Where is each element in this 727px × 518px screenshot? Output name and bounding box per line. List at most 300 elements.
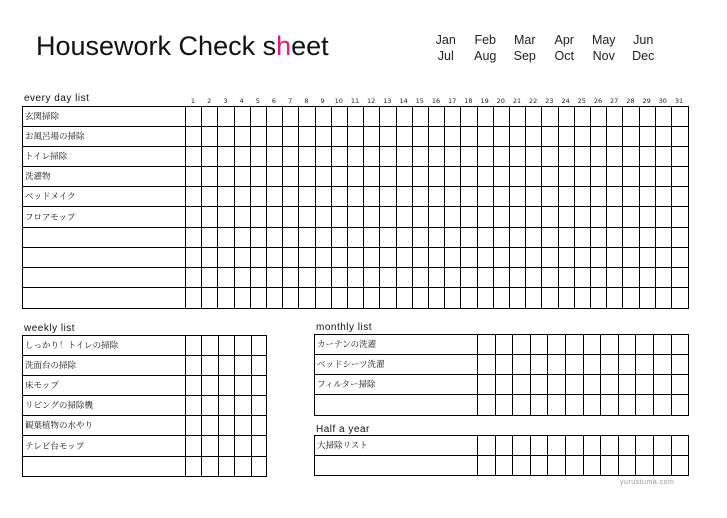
check-cell[interactable] <box>202 168 216 186</box>
check-cell[interactable] <box>332 108 346 126</box>
check-cell[interactable] <box>654 437 670 455</box>
check-cell[interactable] <box>235 108 249 126</box>
check-cell[interactable] <box>636 356 652 374</box>
check-cell[interactable] <box>656 148 670 166</box>
check-cell[interactable] <box>219 397 233 415</box>
check-cell[interactable] <box>478 336 494 354</box>
check-cell[interactable] <box>299 249 313 267</box>
check-cell[interactable] <box>542 168 556 186</box>
check-cell[interactable] <box>332 209 346 227</box>
check-cell[interactable] <box>584 336 600 354</box>
check-cell[interactable] <box>478 148 492 166</box>
check-cell[interactable] <box>380 209 394 227</box>
check-cell[interactable] <box>478 188 492 206</box>
check-cell[interactable] <box>267 148 281 166</box>
check-cell[interactable] <box>413 289 427 307</box>
check-cell[interactable] <box>235 357 249 375</box>
check-cell[interactable] <box>202 377 216 395</box>
check-cell[interactable] <box>575 229 589 247</box>
check-cell[interactable] <box>566 356 582 374</box>
check-cell[interactable] <box>623 168 637 186</box>
check-cell[interactable] <box>429 108 443 126</box>
check-cell[interactable] <box>445 188 459 206</box>
check-cell[interactable] <box>202 209 216 227</box>
check-cell[interactable] <box>672 356 687 374</box>
check-cell[interactable] <box>672 128 687 146</box>
check-cell[interactable] <box>656 168 670 186</box>
month-aug[interactable]: Aug <box>474 49 497 63</box>
check-cell[interactable] <box>235 417 249 435</box>
month-mar[interactable]: Mar <box>513 33 536 47</box>
check-cell[interactable] <box>235 438 249 456</box>
check-cell[interactable] <box>672 249 687 267</box>
check-cell[interactable] <box>299 188 313 206</box>
check-cell[interactable] <box>429 289 443 307</box>
check-cell[interactable] <box>542 289 556 307</box>
check-cell[interactable] <box>640 188 654 206</box>
check-cell[interactable] <box>607 289 621 307</box>
check-cell[interactable] <box>299 229 313 247</box>
check-cell[interactable] <box>566 336 582 354</box>
check-cell[interactable] <box>218 128 232 146</box>
check-cell[interactable] <box>640 128 654 146</box>
check-cell[interactable] <box>461 148 475 166</box>
check-cell[interactable] <box>316 249 330 267</box>
check-cell[interactable] <box>526 108 540 126</box>
check-cell[interactable] <box>496 437 512 455</box>
check-cell[interactable] <box>364 108 378 126</box>
check-cell[interactable] <box>542 269 556 287</box>
check-cell[interactable] <box>478 396 494 414</box>
check-cell[interactable] <box>252 357 265 375</box>
check-cell[interactable] <box>429 269 443 287</box>
check-cell[interactable] <box>496 376 512 394</box>
check-cell[interactable] <box>332 269 346 287</box>
check-cell[interactable] <box>186 249 200 267</box>
check-cell[interactable] <box>413 229 427 247</box>
check-cell[interactable] <box>332 249 346 267</box>
check-cell[interactable] <box>672 168 687 186</box>
check-cell[interactable] <box>672 108 687 126</box>
check-cell[interactable] <box>219 357 233 375</box>
check-cell[interactable] <box>219 438 233 456</box>
check-cell[interactable] <box>251 168 265 186</box>
check-cell[interactable] <box>623 108 637 126</box>
check-cell[interactable] <box>601 376 617 394</box>
check-cell[interactable] <box>510 229 524 247</box>
check-cell[interactable] <box>478 209 492 227</box>
check-cell[interactable] <box>348 289 362 307</box>
check-cell[interactable] <box>348 128 362 146</box>
check-cell[interactable] <box>251 148 265 166</box>
check-cell[interactable] <box>510 209 524 227</box>
check-cell[interactable] <box>656 209 670 227</box>
check-cell[interactable] <box>672 188 687 206</box>
check-cell[interactable] <box>531 376 547 394</box>
check-cell[interactable] <box>494 249 508 267</box>
check-cell[interactable] <box>542 148 556 166</box>
check-cell[interactable] <box>513 376 529 394</box>
check-cell[interactable] <box>591 249 605 267</box>
check-cell[interactable] <box>636 437 652 455</box>
check-cell[interactable] <box>397 128 411 146</box>
check-cell[interactable] <box>348 148 362 166</box>
check-cell[interactable] <box>510 188 524 206</box>
check-cell[interactable] <box>584 396 600 414</box>
check-cell[interactable] <box>380 269 394 287</box>
check-cell[interactable] <box>542 249 556 267</box>
check-cell[interactable] <box>186 289 200 307</box>
check-cell[interactable] <box>267 108 281 126</box>
check-cell[interactable] <box>623 128 637 146</box>
check-cell[interactable] <box>607 209 621 227</box>
check-cell[interactable] <box>397 188 411 206</box>
check-cell[interactable] <box>252 417 265 435</box>
check-cell[interactable] <box>413 148 427 166</box>
check-cell[interactable] <box>656 289 670 307</box>
check-cell[interactable] <box>510 249 524 267</box>
check-cell[interactable] <box>299 168 313 186</box>
month-oct[interactable]: Oct <box>554 49 574 63</box>
check-cell[interactable] <box>413 188 427 206</box>
check-cell[interactable] <box>316 188 330 206</box>
check-cell[interactable] <box>202 249 216 267</box>
check-cell[interactable] <box>283 229 297 247</box>
check-cell[interactable] <box>316 269 330 287</box>
month-nov[interactable]: Nov <box>592 49 615 63</box>
check-cell[interactable] <box>364 269 378 287</box>
check-cell[interactable] <box>656 249 670 267</box>
check-cell[interactable] <box>584 437 600 455</box>
check-cell[interactable] <box>559 269 573 287</box>
check-cell[interactable] <box>429 128 443 146</box>
check-cell[interactable] <box>494 168 508 186</box>
check-cell[interactable] <box>218 188 232 206</box>
check-cell[interactable] <box>316 148 330 166</box>
check-cell[interactable] <box>316 209 330 227</box>
check-cell[interactable] <box>461 108 475 126</box>
check-cell[interactable] <box>461 168 475 186</box>
check-cell[interactable] <box>413 108 427 126</box>
check-cell[interactable] <box>672 148 687 166</box>
check-cell[interactable] <box>591 128 605 146</box>
check-cell[interactable] <box>654 457 670 475</box>
check-cell[interactable] <box>496 396 512 414</box>
check-cell[interactable] <box>445 289 459 307</box>
check-cell[interactable] <box>380 229 394 247</box>
check-cell[interactable] <box>267 229 281 247</box>
month-may[interactable]: May <box>591 33 616 47</box>
check-cell[interactable] <box>235 377 249 395</box>
month-jun[interactable]: Jun <box>633 33 654 47</box>
check-cell[interactable] <box>283 188 297 206</box>
check-cell[interactable] <box>559 209 573 227</box>
check-cell[interactable] <box>531 457 547 475</box>
check-cell[interactable] <box>218 209 232 227</box>
check-cell[interactable] <box>542 209 556 227</box>
check-cell[interactable] <box>202 148 216 166</box>
check-cell[interactable] <box>478 108 492 126</box>
check-cell[interactable] <box>218 269 232 287</box>
check-cell[interactable] <box>494 229 508 247</box>
check-cell[interactable] <box>202 289 216 307</box>
check-cell[interactable] <box>413 269 427 287</box>
check-cell[interactable] <box>640 148 654 166</box>
check-cell[interactable] <box>478 128 492 146</box>
check-cell[interactable] <box>445 128 459 146</box>
check-cell[interactable] <box>235 209 249 227</box>
check-cell[interactable] <box>607 269 621 287</box>
check-cell[interactable] <box>397 168 411 186</box>
check-cell[interactable] <box>672 209 687 227</box>
check-cell[interactable] <box>478 437 494 455</box>
check-cell[interactable] <box>623 209 637 227</box>
check-cell[interactable] <box>316 229 330 247</box>
check-cell[interactable] <box>513 457 529 475</box>
check-cell[interactable] <box>218 168 232 186</box>
check-cell[interactable] <box>672 396 687 414</box>
check-cell[interactable] <box>559 229 573 247</box>
check-cell[interactable] <box>332 148 346 166</box>
check-cell[interactable] <box>252 458 265 476</box>
check-cell[interactable] <box>445 168 459 186</box>
check-cell[interactable] <box>542 229 556 247</box>
check-cell[interactable] <box>397 148 411 166</box>
check-cell[interactable] <box>591 108 605 126</box>
check-cell[interactable] <box>542 128 556 146</box>
check-cell[interactable] <box>623 148 637 166</box>
check-cell[interactable] <box>235 229 249 247</box>
check-cell[interactable] <box>494 148 508 166</box>
check-cell[interactable] <box>202 458 216 476</box>
check-cell[interactable] <box>619 336 635 354</box>
check-cell[interactable] <box>513 437 529 455</box>
check-cell[interactable] <box>283 249 297 267</box>
check-cell[interactable] <box>548 336 564 354</box>
check-cell[interactable] <box>380 108 394 126</box>
check-cell[interactable] <box>548 437 564 455</box>
check-cell[interactable] <box>202 417 216 435</box>
check-cell[interactable] <box>445 269 459 287</box>
check-cell[interactable] <box>348 229 362 247</box>
check-cell[interactable] <box>559 188 573 206</box>
check-cell[interactable] <box>575 289 589 307</box>
check-cell[interactable] <box>548 457 564 475</box>
check-cell[interactable] <box>267 128 281 146</box>
check-cell[interactable] <box>348 108 362 126</box>
check-cell[interactable] <box>575 249 589 267</box>
check-cell[interactable] <box>235 337 249 355</box>
check-cell[interactable] <box>235 148 249 166</box>
check-cell[interactable] <box>672 289 687 307</box>
check-cell[interactable] <box>219 377 233 395</box>
check-cell[interactable] <box>380 188 394 206</box>
check-cell[interactable] <box>591 209 605 227</box>
check-cell[interactable] <box>364 188 378 206</box>
check-cell[interactable] <box>531 356 547 374</box>
check-cell[interactable] <box>607 229 621 247</box>
check-cell[interactable] <box>299 128 313 146</box>
check-cell[interactable] <box>640 108 654 126</box>
check-cell[interactable] <box>251 249 265 267</box>
check-cell[interactable] <box>494 188 508 206</box>
check-cell[interactable] <box>640 209 654 227</box>
check-cell[interactable] <box>202 269 216 287</box>
check-cell[interactable] <box>656 269 670 287</box>
check-cell[interactable] <box>623 269 637 287</box>
check-cell[interactable] <box>478 356 494 374</box>
check-cell[interactable] <box>526 269 540 287</box>
check-cell[interactable] <box>364 168 378 186</box>
check-cell[interactable] <box>299 108 313 126</box>
check-cell[interactable] <box>186 357 200 375</box>
check-cell[interactable] <box>461 128 475 146</box>
check-cell[interactable] <box>575 209 589 227</box>
check-cell[interactable] <box>251 128 265 146</box>
check-cell[interactable] <box>672 229 687 247</box>
check-cell[interactable] <box>591 269 605 287</box>
check-cell[interactable] <box>251 188 265 206</box>
check-cell[interactable] <box>186 188 200 206</box>
check-cell[interactable] <box>672 437 687 455</box>
check-cell[interactable] <box>478 168 492 186</box>
check-cell[interactable] <box>584 356 600 374</box>
check-cell[interactable] <box>461 289 475 307</box>
check-cell[interactable] <box>218 289 232 307</box>
check-cell[interactable] <box>413 128 427 146</box>
check-cell[interactable] <box>445 108 459 126</box>
check-cell[interactable] <box>348 188 362 206</box>
check-cell[interactable] <box>186 458 200 476</box>
check-cell[interactable] <box>429 148 443 166</box>
check-cell[interactable] <box>202 357 216 375</box>
check-cell[interactable] <box>186 377 200 395</box>
check-cell[interactable] <box>219 337 233 355</box>
check-cell[interactable] <box>672 269 687 287</box>
check-cell[interactable] <box>218 108 232 126</box>
check-cell[interactable] <box>478 457 494 475</box>
check-cell[interactable] <box>526 168 540 186</box>
check-cell[interactable] <box>566 376 582 394</box>
check-cell[interactable] <box>316 289 330 307</box>
check-cell[interactable] <box>429 209 443 227</box>
check-cell[interactable] <box>202 397 216 415</box>
check-cell[interactable] <box>619 356 635 374</box>
check-cell[interactable] <box>623 289 637 307</box>
check-cell[interactable] <box>413 249 427 267</box>
check-cell[interactable] <box>559 249 573 267</box>
month-jan[interactable]: Jan <box>435 33 456 47</box>
check-cell[interactable] <box>548 376 564 394</box>
check-cell[interactable] <box>251 269 265 287</box>
check-cell[interactable] <box>591 168 605 186</box>
check-cell[interactable] <box>380 168 394 186</box>
check-cell[interactable] <box>186 209 200 227</box>
check-cell[interactable] <box>656 128 670 146</box>
check-cell[interactable] <box>397 209 411 227</box>
check-cell[interactable] <box>283 108 297 126</box>
check-cell[interactable] <box>656 229 670 247</box>
check-cell[interactable] <box>526 209 540 227</box>
check-cell[interactable] <box>510 289 524 307</box>
check-cell[interactable] <box>218 148 232 166</box>
check-cell[interactable] <box>591 148 605 166</box>
check-cell[interactable] <box>559 168 573 186</box>
check-cell[interactable] <box>548 396 564 414</box>
check-cell[interactable] <box>186 229 200 247</box>
check-cell[interactable] <box>510 128 524 146</box>
check-cell[interactable] <box>559 108 573 126</box>
check-cell[interactable] <box>364 229 378 247</box>
check-cell[interactable] <box>672 376 687 394</box>
check-cell[interactable] <box>513 336 529 354</box>
check-cell[interactable] <box>283 148 297 166</box>
check-cell[interactable] <box>267 168 281 186</box>
check-cell[interactable] <box>252 337 265 355</box>
check-cell[interactable] <box>601 336 617 354</box>
check-cell[interactable] <box>496 457 512 475</box>
check-cell[interactable] <box>202 438 216 456</box>
check-cell[interactable] <box>542 188 556 206</box>
check-cell[interactable] <box>219 458 233 476</box>
check-cell[interactable] <box>348 249 362 267</box>
check-cell[interactable] <box>299 209 313 227</box>
check-cell[interactable] <box>531 336 547 354</box>
check-cell[interactable] <box>186 397 200 415</box>
check-cell[interactable] <box>623 249 637 267</box>
check-cell[interactable] <box>235 458 249 476</box>
check-cell[interactable] <box>591 289 605 307</box>
check-cell[interactable] <box>461 209 475 227</box>
check-cell[interactable] <box>267 249 281 267</box>
check-cell[interactable] <box>202 108 216 126</box>
check-cell[interactable] <box>348 168 362 186</box>
check-cell[interactable] <box>380 128 394 146</box>
check-cell[interactable] <box>656 108 670 126</box>
check-cell[interactable] <box>235 188 249 206</box>
check-cell[interactable] <box>267 209 281 227</box>
check-cell[interactable] <box>640 249 654 267</box>
check-cell[interactable] <box>478 249 492 267</box>
check-cell[interactable] <box>607 249 621 267</box>
check-cell[interactable] <box>496 356 512 374</box>
check-cell[interactable] <box>186 269 200 287</box>
check-cell[interactable] <box>531 396 547 414</box>
check-cell[interactable] <box>542 108 556 126</box>
check-cell[interactable] <box>623 188 637 206</box>
check-cell[interactable] <box>235 397 249 415</box>
check-cell[interactable] <box>510 168 524 186</box>
check-cell[interactable] <box>445 249 459 267</box>
check-cell[interactable] <box>252 438 265 456</box>
check-cell[interactable] <box>283 209 297 227</box>
check-cell[interactable] <box>332 289 346 307</box>
check-cell[interactable] <box>636 376 652 394</box>
check-cell[interactable] <box>235 269 249 287</box>
check-cell[interactable] <box>559 128 573 146</box>
check-cell[interactable] <box>252 377 265 395</box>
check-cell[interactable] <box>619 396 635 414</box>
check-cell[interactable] <box>591 188 605 206</box>
check-cell[interactable] <box>218 249 232 267</box>
check-cell[interactable] <box>316 128 330 146</box>
check-cell[interactable] <box>510 108 524 126</box>
check-cell[interactable] <box>461 269 475 287</box>
check-cell[interactable] <box>332 188 346 206</box>
check-cell[interactable] <box>607 188 621 206</box>
check-cell[interactable] <box>397 289 411 307</box>
check-cell[interactable] <box>584 376 600 394</box>
